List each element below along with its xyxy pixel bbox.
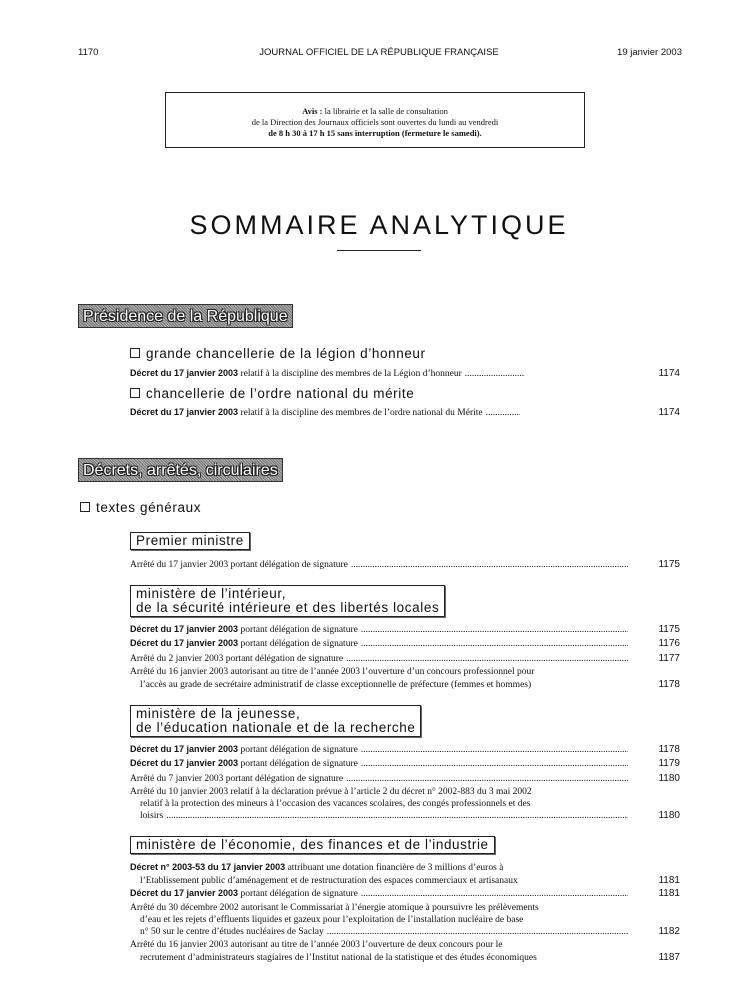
entry-line: recrutement d’administrateurs stagiaires de l’Institut national de la statistique et des études économiques bbox=[140, 952, 537, 963]
page-title: SOMMAIRE ANALYTIQUE bbox=[189, 210, 569, 240]
entry-bold: Décret n° 2003-53 du 17 janvier 2003 bbox=[130, 862, 286, 872]
ministry-title-line1: ministère de l’intérieur, bbox=[136, 586, 287, 601]
entry-line: l’Etablissement public d’aménagement et de restructuration des espaces commerciaux et artisanaux bbox=[140, 875, 518, 886]
checkbox-icon bbox=[130, 348, 140, 358]
header-date: 19 janvier 2003 bbox=[617, 47, 682, 58]
entry-multiline[interactable] bbox=[130, 787, 680, 823]
page-ref: 1181 bbox=[658, 888, 680, 899]
journal-title: JOURNAL OFFICIEL DE LA RÉPUBLIQUE FRANÇAISE bbox=[259, 47, 499, 58]
entry-row[interactable] bbox=[130, 888, 680, 901]
entry-bold: Décret du 17 janvier 2003 bbox=[130, 368, 239, 378]
page-ref: 1182 bbox=[658, 926, 680, 937]
page-ref: 1175 bbox=[658, 624, 680, 635]
title-rule bbox=[337, 250, 421, 251]
checkbox-icon bbox=[130, 388, 140, 398]
checkbox-icon bbox=[80, 502, 90, 512]
entry-line: Arrêté du 16 janvier 2003 autorisant au titre de l’année 2003 l’ouverture de deux concours pour le bbox=[130, 940, 503, 950]
notice-box bbox=[165, 92, 585, 148]
entry-text: portant délégation de signature bbox=[238, 639, 358, 649]
page-ref: 1180 bbox=[658, 810, 680, 821]
page-ref: 1180 bbox=[658, 773, 680, 784]
ministry-title-line2: de l’éducation nationale et de la recherche bbox=[136, 720, 416, 735]
ministry-title-line1: ministère de la jeunesse, bbox=[136, 706, 301, 721]
page-ref: 1179 bbox=[658, 758, 680, 769]
entry-text: portant délégation de signature bbox=[238, 625, 358, 635]
entry-multiline[interactable] bbox=[130, 903, 680, 939]
entry-line: d’eau et les rejets d’effluents liquides et gazeux pour l’exploitation de l’installation nucléaire de base bbox=[140, 914, 524, 925]
entry-bold: Décret du 17 janvier 2003 bbox=[130, 638, 239, 648]
entry-line: l’accès au grade de secrétaire administratif de classe exceptionnelle de préfecture (femmes et hommes) bbox=[140, 679, 532, 690]
page-ref: 1181 bbox=[658, 874, 680, 886]
entry-text: relatif à la discipline des membres de la Légion d’honneur bbox=[238, 369, 462, 379]
entry-row[interactable] bbox=[130, 744, 680, 757]
notice-line2: de la Direction des Journaux officiels sont ouvertes du lundi au vendredi bbox=[251, 117, 499, 127]
entry-row[interactable] bbox=[130, 638, 680, 651]
entry-line: relatif à la protection des mineurs à l’occasion des vacances scolaires, des congés professionnels et des bbox=[140, 798, 531, 809]
entry-text: portant délégation de signature bbox=[238, 759, 358, 769]
entry-row[interactable] bbox=[130, 653, 680, 666]
notice-line3: de 8 h 30 à 17 h 15 sans interruption (fermeture le samedi). bbox=[268, 128, 482, 138]
entry-text: relatif à la discipline des membres de l’ordre national du Mérite bbox=[238, 408, 483, 418]
category-label: chancellerie de l’ordre national du mérite bbox=[146, 386, 415, 401]
entry-text: portant délégation de signature bbox=[238, 745, 358, 755]
entry-line: attribuant une dotation financière de 3 millions d’euros à bbox=[285, 863, 504, 873]
category-label: textes généraux bbox=[96, 500, 202, 515]
entry-multiline[interactable] bbox=[130, 862, 680, 887]
ministry-economie: ministère de l’économie, des finances et de l’industrie bbox=[130, 836, 495, 854]
page-ref: 1174 bbox=[658, 368, 680, 379]
entry-line: Arrêté du 30 décembre 2002 autorisant le Commissariat à l’énergie atomique à poursuivre les prélèvements bbox=[130, 903, 539, 913]
section-banner-decrets: Décrets, arrêtés, circulaires bbox=[78, 458, 283, 482]
entry-line: loisirs bbox=[140, 811, 164, 821]
entry-text: portant délégation de signature bbox=[238, 889, 358, 899]
entry-bold: Décret du 17 janvier 2003 bbox=[130, 407, 239, 417]
entry-multiline[interactable] bbox=[130, 940, 680, 964]
entry-row[interactable] bbox=[130, 773, 680, 786]
entry-text: Arrêté du 17 janvier 2003 portant délégation de signature bbox=[130, 560, 348, 570]
ministry-title-line2: de la sécurité intérieure et des libertés locales bbox=[136, 600, 440, 615]
page-ref: 1177 bbox=[658, 653, 680, 664]
page-ref: 1175 bbox=[658, 559, 680, 570]
entry-row[interactable] bbox=[130, 559, 680, 572]
entry-bold: Décret du 17 janvier 2003 bbox=[130, 744, 239, 754]
notice-line1: la librairie et la salle de consultation bbox=[322, 106, 448, 116]
entry-text: Arrêté du 2 janvier 2003 portant délégation de signature bbox=[130, 654, 344, 664]
category-textes-generaux bbox=[80, 500, 201, 515]
ministry-jeunesse bbox=[130, 705, 421, 737]
page-ref: 1176 bbox=[658, 638, 680, 649]
entry-line: Arrêté du 10 janvier 2003 relatif à la déclaration prévue à l’article 2 du décret n° 2002-883 du 3 mai 2002 bbox=[130, 787, 532, 797]
page-ref: 1178 bbox=[658, 678, 680, 690]
entry-row[interactable] bbox=[130, 758, 680, 771]
page-ref: 1174 bbox=[658, 407, 680, 418]
ministry-interieur bbox=[130, 585, 445, 617]
entry-row[interactable] bbox=[130, 624, 680, 637]
page-number: 1170 bbox=[78, 47, 99, 58]
entry-line: n° 50 sur le centre d’études nucléaires de Saclay bbox=[140, 927, 324, 937]
entry-row[interactable] bbox=[130, 368, 680, 381]
category-ordre-merite bbox=[130, 386, 414, 401]
ministry-premier-ministre: Premier ministre bbox=[130, 532, 250, 550]
entry-bold: Décret du 17 janvier 2003 bbox=[130, 888, 239, 898]
notice-label: Avis : bbox=[302, 106, 323, 116]
page-ref: 1178 bbox=[658, 744, 680, 755]
entry-line: Arrêté du 16 janvier 2003 autorisant au titre de l’année 2003 l’ouverture d’un concours professionnel pour bbox=[130, 667, 535, 677]
entry-multiline[interactable] bbox=[130, 667, 680, 691]
entry-bold: Décret du 17 janvier 2003 bbox=[130, 758, 239, 768]
category-legion-honneur bbox=[130, 346, 426, 361]
category-label: grande chancellerie de la légion d’honneur bbox=[146, 346, 426, 361]
page-ref: 1187 bbox=[658, 951, 680, 963]
entry-bold: Décret du 17 janvier 2003 bbox=[130, 624, 239, 634]
entry-row[interactable] bbox=[130, 407, 680, 420]
entry-text: Arrêté du 7 janvier 2003 portant délégation de signature bbox=[130, 774, 344, 784]
section-banner-presidence: Présidence de la République bbox=[78, 304, 293, 328]
